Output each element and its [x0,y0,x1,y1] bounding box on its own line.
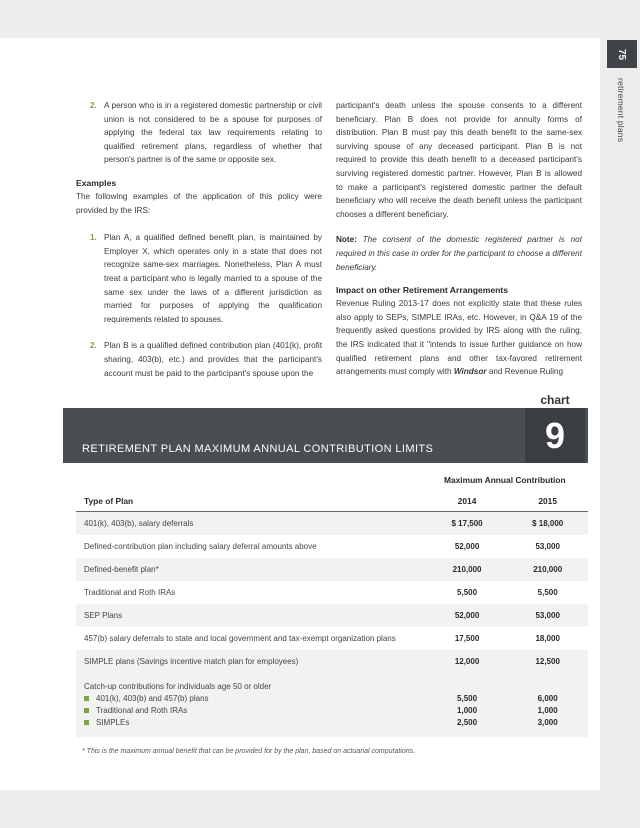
section-label: retirement plans [616,78,626,143]
note [336,233,582,274]
col-header-type: Type of Plan [76,490,427,512]
catchup-2015 [507,673,588,737]
value-2014: 1,000 [457,706,478,715]
value-2015: $ 18,000 [507,512,588,536]
plan-type: Defined-contribution plan including salary deferral amounts above [84,542,317,551]
value-2014: 17,500 [454,634,480,643]
plan-type: SIMPLE plans (Savings incentive match plan for employees) [76,650,427,673]
table-row [76,558,588,581]
examples-intro: The following examples of the application of this policy were provided by the IRS: [76,191,322,215]
value-2015: 53,000 [507,604,588,627]
value-2015: 210,000 [507,558,588,581]
plan-type: 457(b) salary deferrals to state and local government and tax-exempt organization plans [84,634,396,643]
item-number: 1. [90,233,97,243]
item-text: Plan A, a qualified defined benefit plan, is maintained by Employer X, which operates only in a state that does not recognize same-sex marriages. Nonetheless, Plan A must treat a participant who is legally married to a spouse of the same sex under the laws of a different jurisdiction as married for purposes of applying the qualification requirements related to spouses. [104,233,322,324]
impact-heading: Impact on other Retirement Arrangements [336,285,509,296]
value-2015: 18,000 [535,634,560,643]
catchup-item: SIMPLEs [84,717,427,729]
plan-type: Traditional and Roth IRAs [84,588,176,597]
value-2015: 3,000 [537,718,558,727]
contribution-table [76,490,588,737]
examples-heading: Examples [76,177,117,188]
right-column [336,99,582,379]
table-row [76,581,588,604]
value-2014: 52,000 [454,542,480,551]
bullet-icon [84,720,89,725]
value-2015: 6,000 [537,694,558,703]
page-number: 75 [607,40,637,68]
value-2014: 210,000 [427,558,508,581]
plan-type: 401(k), 403(b), salary deferrals [76,512,427,536]
max-contribution-header: Maximum Annual Contribution [444,475,566,485]
left-column [76,99,322,388]
item-number: 2. [90,101,97,110]
value-2015: 5,500 [537,588,558,597]
catchup-cell [76,673,427,737]
value-2014: 52,000 [427,604,508,627]
bullet-icon [84,696,89,701]
item-number: 2. [90,341,97,351]
chart-number: 9 [525,408,585,463]
value-2014: 5,500 [457,588,478,597]
table-row-catchup [76,673,588,737]
col-header-2015: 2015 [507,490,588,512]
footnote: * This is the maximum annual benefit that can be provided for by the plan, based on actuarial computations. [82,748,416,755]
impact-text: Revenue Ruling 2013-17 does not explicitly state that these rules also apply to SEPs, SIMPLE IRAs, etc. However, in Q&A 19 of the frequently asked questions provided by IRS along with the ruling, the IRS indicated that it "intends to issue further guidance on how qualified retirement plans and other tax-favored retirement arrangements must comply with Windsor and Revenue Ruling [336,299,582,377]
example-item [90,339,322,380]
continuation-text: participant's death unless the spouse consents to a different beneficiary. Plan B does not provide for annuity forms of distribution. Plan B must pay this death benefit to the same-sex surviving spouse of any deceased participant. Plan B is not required to provide this death benefit to a deceased participant's surviving registered domestic partner. However, Plan B is allowed to make a participant's registered domestic partner the default beneficiary who will receive the death benefit unless the participant chooses a different beneficiary. [336,101,582,219]
catchup-item: Traditional and Roth IRAs [84,705,427,717]
value-2014: 2,500 [457,718,478,727]
table-row [76,512,588,536]
value-2014: 12,000 [427,650,508,673]
value-2015: 1,000 [537,706,558,715]
item-text: Plan B is a qualified defined contribution plan (401(k), profit sharing, 403(b), etc.) and provides that the participant's account must be paid to the participant's spouse upon the [104,341,322,378]
table-row [76,650,588,673]
catchup-item: 401(k), 403(b) and 457(b) plans [84,693,427,705]
catchup-2014 [427,673,508,737]
bullet-icon [84,708,89,713]
note-text: The consent of the domestic registered partner is not required in this case in order for the participant to choose a different beneficiary. [336,235,582,272]
note-label: Note: [336,235,357,245]
value-2015: 12,500 [507,650,588,673]
chart-title: RETIREMENT PLAN MAXIMUM ANNUAL CONTRIBUTION LIMITS [82,443,434,455]
value-2015: 53,000 [535,542,560,551]
example-item [90,231,322,326]
catchup-heading: Catch-up contributions for individuals age 50 or older [84,682,272,691]
table-row [76,535,588,558]
value-2014: $ 17,500 [427,512,508,536]
table-row [76,604,588,627]
plan-type: Defined-benefit plan* [76,558,427,581]
col-header-2014: 2014 [427,490,508,512]
plan-type: SEP Plans [76,604,427,627]
chart-label: chart [540,393,570,407]
table-row [76,627,588,650]
list-item [76,99,322,167]
item-text: A person who is in a registered domestic partnership or civil union is not considered to be a spouse for purposes of applying the federal tax law requirements relating to qualified retirement plans, regardless of whether that person's partner is of the same or opposite sex. [104,101,322,165]
value-2014: 5,500 [457,694,478,703]
